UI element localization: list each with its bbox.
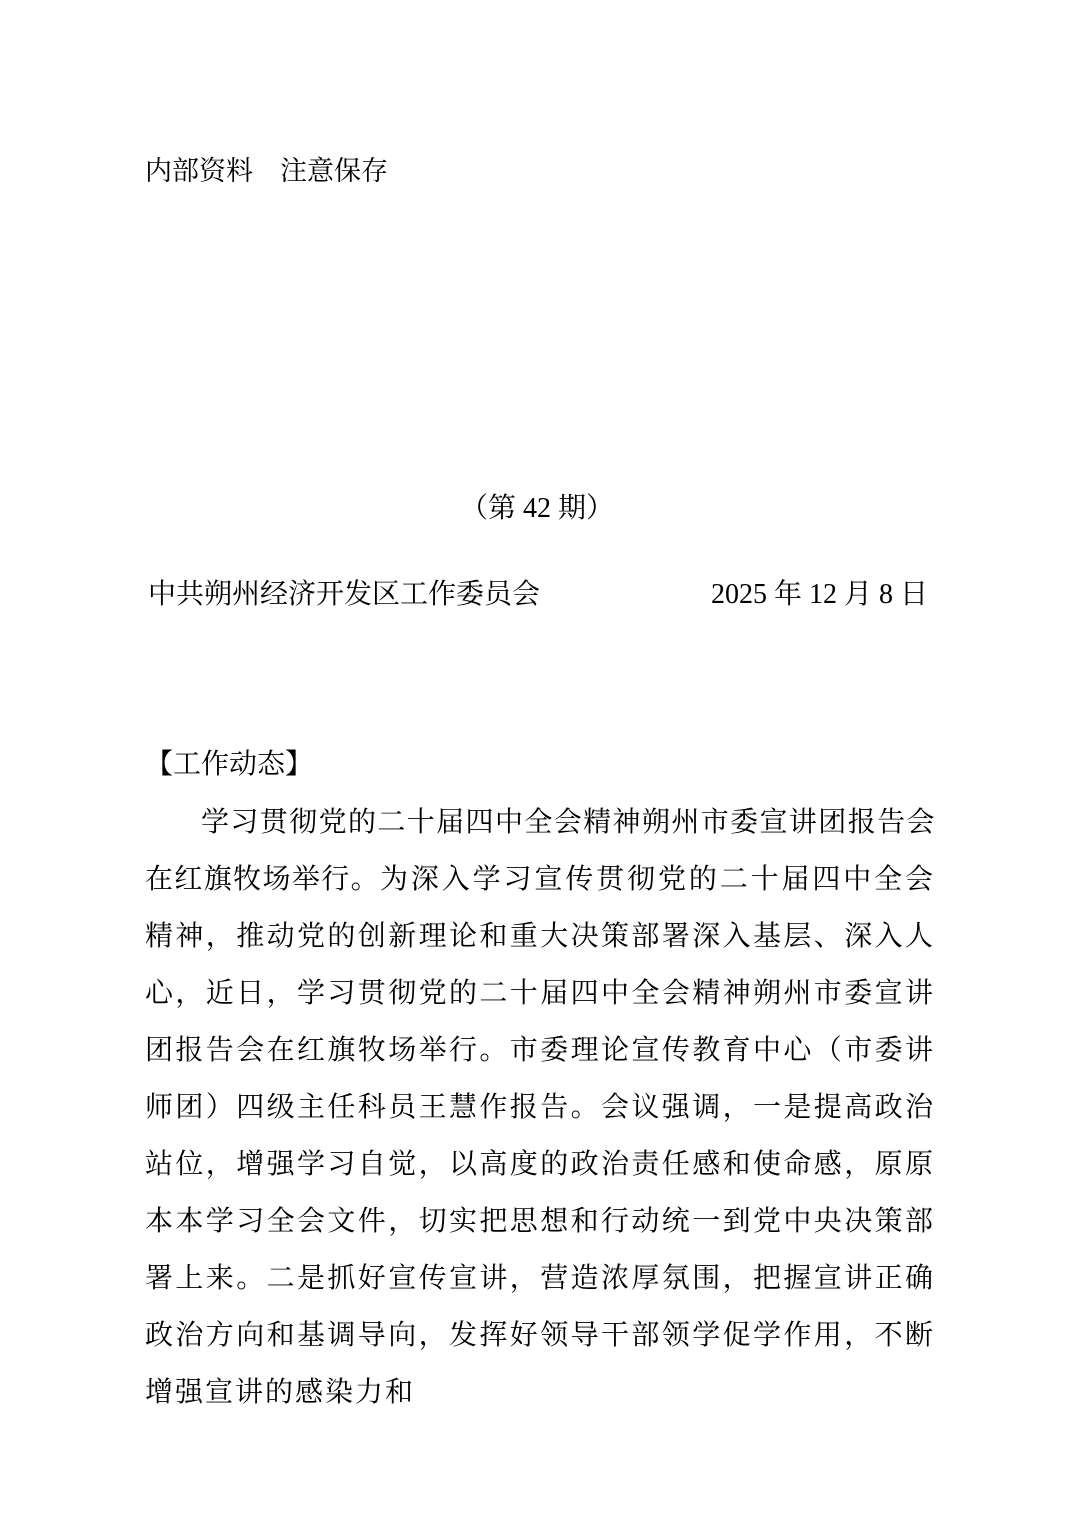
article-headline: 学习贯彻党的二十届四中全会精神朔州市委宣讲团报告会在红旗牧场举行。 xyxy=(145,805,935,895)
issue-number: （第 42 期） xyxy=(459,493,614,524)
issuing-organization: 中共朔州经济开发区工作委员会 xyxy=(148,579,541,610)
issuer-row xyxy=(148,573,928,617)
article-body: 为深入学习宣传贯彻党的二十届四中全会精神，推动党的创新理论和重大决策部署深入基层、深入人心，近日，学习贯彻党的二十届四中全会精神朔州市委宣讲团报告会在红旗牧场举行。市委理论宣传教育中心（市委讲师团）四级主任科员王慧作报告。会议强调，一是提高政治站位，增强学习自觉，以高度的政治责任感和使命感，原原本本学习全会文件，切实把思想和行动统一到党中央决策部署上来。二是抓好宣传宣讲，营造浓厚氛围，把握宣讲正确政治方向和基调导向，发挥好领导干部领学促学作用，不断增强宣讲的感染力和 xyxy=(145,862,935,1408)
article-paragraph xyxy=(145,793,935,1420)
issue-date: 2025 年 12 月 8 日 xyxy=(710,579,928,610)
confidential-notice: 内部资料 注意保存 xyxy=(145,156,388,187)
section-tag: 【工作动态】 xyxy=(145,747,314,780)
